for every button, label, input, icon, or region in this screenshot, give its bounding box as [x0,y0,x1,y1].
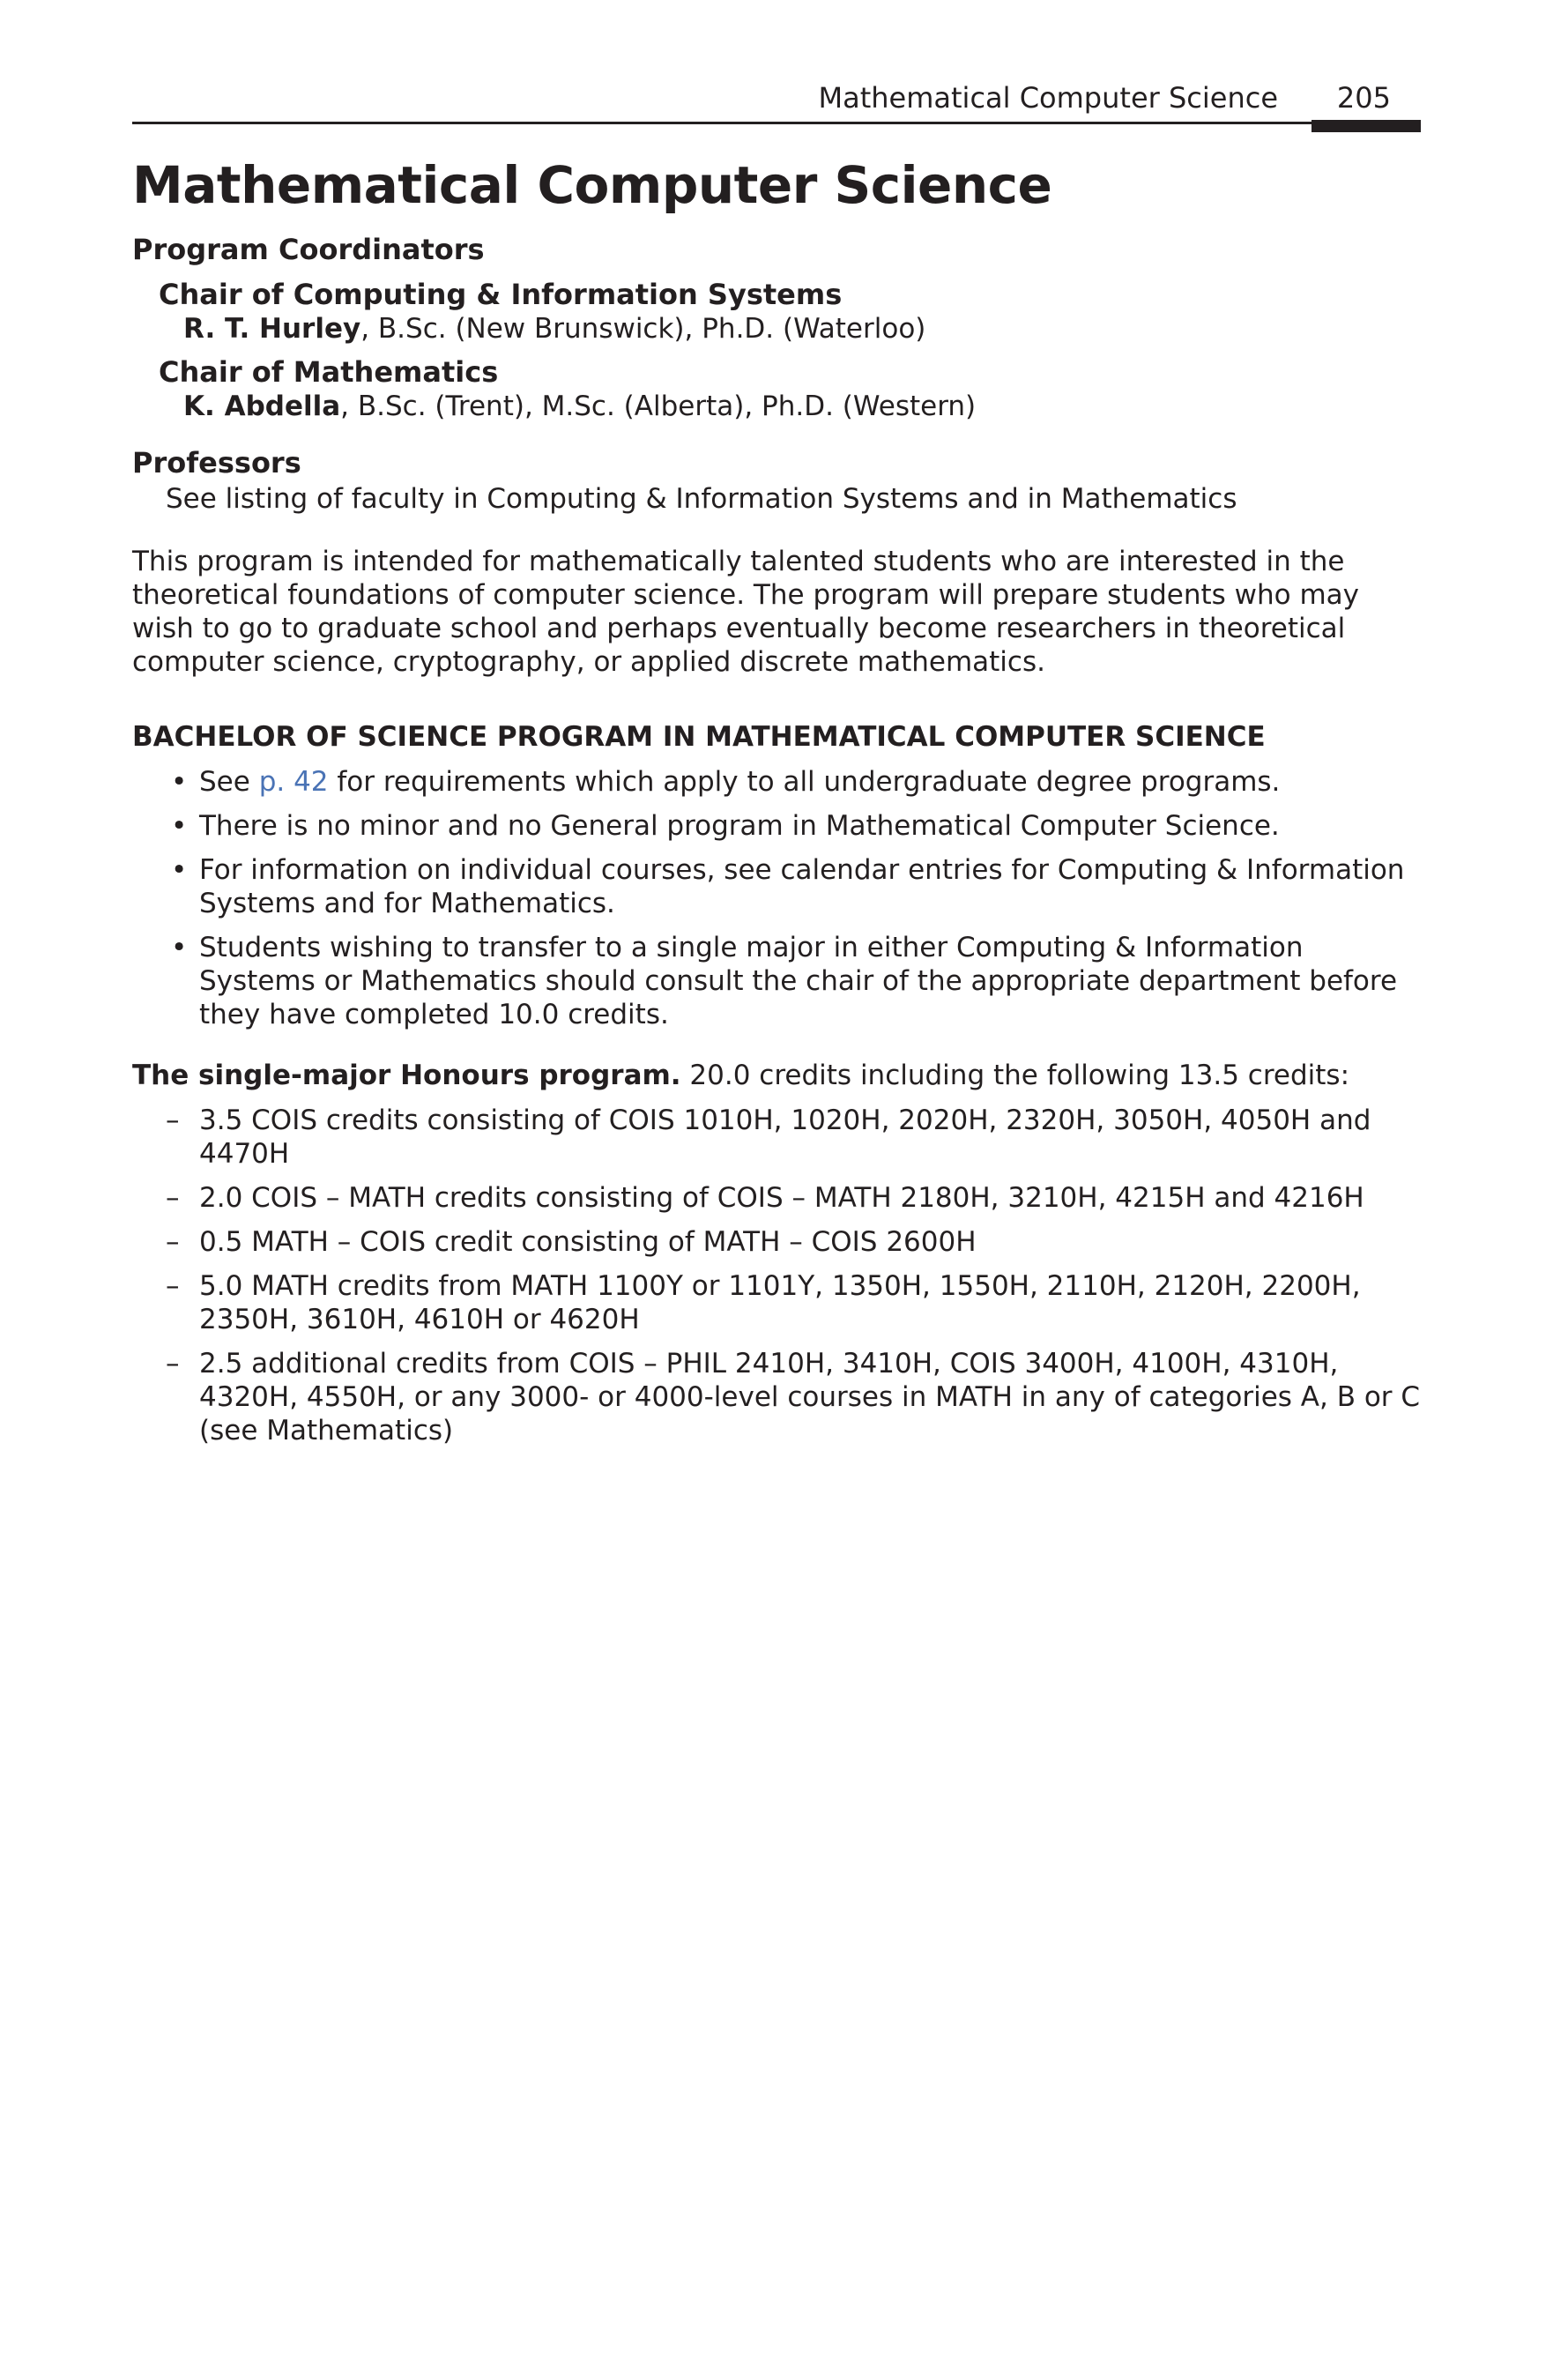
requirement-text: 0.5 MATH – COIS credit consisting of MATH – COIS 2600H [199,1226,977,1258]
honours-text: 20.0 credits including the following 13.5 credits: [680,1060,1350,1091]
page-content [132,152,1421,1447]
chair-math-person [183,390,1421,423]
running-header [132,76,1421,124]
dash-mark: – [166,1348,180,1380]
bullet-text-pre: See [199,766,259,798]
page-number: 205 [1336,81,1391,115]
honours-requirements-list [132,1104,1421,1447]
page-title: Mathematical Computer Science [132,155,1052,215]
header-accent-bar [1312,120,1421,132]
bullet-text: Students wishing to transfer to a single major in either Computing & Information Systems or Mathematics should consult the chair of the appropriate department before they have completed 10.0 credits. [199,932,1398,1030]
professors-text: See listing of faculty in Computing & Information Systems and in Mathematics [166,483,1237,515]
bullet-text: For information on individual courses, see calendar entries for Computing & Information Systems and for Mathematics. [199,854,1405,919]
list-item [132,1225,1421,1259]
chair-cois-title: Chair of Computing & Information Systems [159,278,843,311]
list-item [132,765,1421,799]
requirement-text: 2.5 additional credits from COIS – PHIL 2410H, 3410H, COIS 3400H, 4100H, 4310H, 4320H, 4550H, or any 3000- or 4000-level courses in MATH in any of categories A, B or C (see Mathematics) [199,1348,1421,1447]
bullet-text-post: for requirements which apply to all undergraduate degree programs. [328,766,1281,798]
list-item [132,853,1421,920]
dash-mark: – [166,1104,180,1136]
dash-mark: – [166,1226,180,1258]
chair-cois-person [183,312,1421,346]
running-title: Mathematical Computer Science [818,81,1278,115]
bullet-mark: • [171,854,188,886]
intro-paragraph: This program is intended for mathematically talented students who are interested in the theoretical foundations of computer science. The program will prepare students who may wish to go to graduate school and perhaps eventually become researchers in theoretical computer science, cryptography, or applied discrete mathematics. [132,546,1360,678]
dash-mark: – [166,1270,180,1302]
honours-lead: The single-major Honours program. [132,1060,681,1091]
list-item [132,1181,1421,1215]
list-item [132,1347,1421,1447]
requirement-text: 3.5 COIS credits consisting of COIS 1010H, 1020H, 2020H, 2320H, 3050H, 4050H and 4470H [199,1104,1371,1170]
honours-program [132,1058,1421,1093]
bullet-text: There is no minor and no General program in Mathematical Computer Science. [199,810,1280,842]
bullet-mark: • [171,766,188,798]
requirement-text: 2.0 COIS – MATH credits consisting of COIS – MATH 2180H, 3210H, 4215H and 4216H [199,1182,1364,1214]
list-item [132,1104,1421,1171]
page-reference-link[interactable]: p. 42 [258,766,329,798]
chair-math-name: K. Abdella [183,390,341,422]
list-item [132,809,1421,843]
professors-label: Professors [132,446,301,480]
list-item [132,1269,1421,1336]
chair-math-title: Chair of Mathematics [159,355,499,389]
bsc-bullet-list [132,765,1421,1031]
requirement-text: 5.0 MATH credits from MATH 1100Y or 1101Y, 1350H, 1550H, 2110H, 2120H, 2200H, 2350H, 3610H, 4610H or 4620H [199,1270,1361,1335]
chair-cois-name: R. T. Hurley [183,313,361,345]
dash-mark: – [166,1182,180,1214]
chair-cois-credentials: , B.Sc. (New Brunswick), Ph.D. (Waterloo) [360,313,926,345]
bullet-mark: • [171,932,188,963]
bsc-program-heading: BACHELOR OF SCIENCE PROGRAM IN MATHEMATICAL COMPUTER SCIENCE [132,721,1266,753]
list-item [132,931,1421,1031]
program-coordinators-label: Program Coordinators [132,233,485,266]
bullet-mark: • [171,810,188,842]
chair-math-credentials: , B.Sc. (Trent), M.Sc. (Alberta), Ph.D. (Western) [340,390,977,422]
